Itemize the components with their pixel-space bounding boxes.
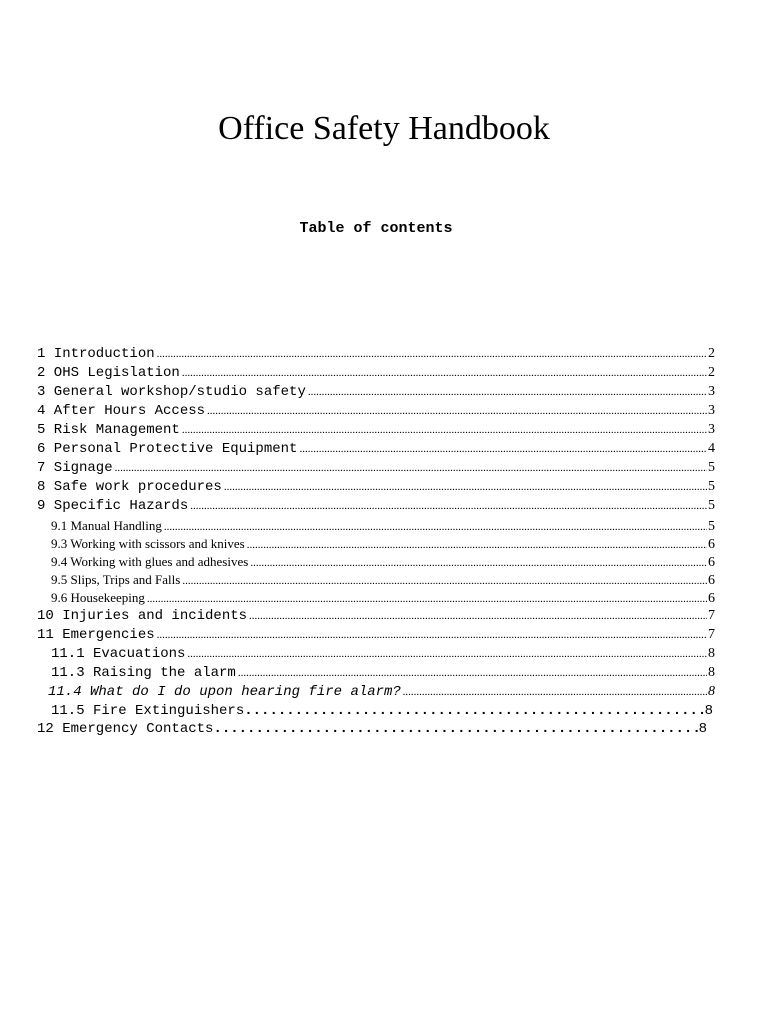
toc-entry[interactable]	[37, 402, 715, 420]
toc-entry-label: 2 OHS Legislation	[37, 365, 180, 381]
toc-entry-label: 3 General workshop/studio safety	[37, 384, 306, 400]
toc-entry-label: 11.4 What do I do upon hearing fire alarm?	[48, 684, 401, 700]
toc-entry[interactable]	[37, 607, 715, 625]
toc-subentry[interactable]	[51, 535, 715, 552]
toc-subentry[interactable]	[51, 571, 715, 588]
toc-entry[interactable]	[37, 421, 715, 439]
toc-leader-dots	[157, 626, 707, 644]
toc-entry[interactable]	[37, 497, 715, 515]
toc-leader-dots	[115, 459, 707, 477]
toc-entry-label: 9.1 Manual Handling	[51, 518, 162, 533]
toc-entry-label: 7 Signage	[37, 460, 113, 476]
toc-entry-page: 4	[708, 441, 715, 456]
toc-entry-page: 2	[708, 346, 715, 361]
toc-entry-label: 5 Risk Management	[37, 422, 180, 438]
toc-entry-page: 3	[708, 384, 715, 399]
toc-entry-page: 6	[708, 537, 715, 552]
toc-leader-dots	[182, 573, 707, 588]
toc-entry-label: 9.3 Working with scissors and knives	[51, 536, 245, 551]
toc-entry-page: 8	[708, 665, 715, 680]
toc-leader-dots	[224, 478, 707, 496]
toc-leader-dots	[187, 645, 707, 663]
toc-entry-label: 9 Specific Hazards	[37, 498, 189, 514]
toc-subentry[interactable]	[51, 664, 715, 682]
toc-entry-page: 8	[704, 703, 713, 719]
toc-leader-dots	[308, 383, 707, 401]
toc-entry-label: 9.5 Slips, Trips and Falls	[51, 572, 181, 587]
toc-leader-dots	[164, 519, 707, 534]
toc-leader-dots	[213, 720, 698, 738]
toc-entry[interactable]	[37, 440, 715, 458]
toc-entry-label: 12 Emergency Contacts	[37, 721, 214, 737]
toc-leader-dots	[249, 607, 707, 625]
toc-entry-page: 8	[708, 684, 715, 699]
toc-entry-page: 5	[708, 498, 715, 513]
toc-entry-label: 11 Emergencies	[37, 627, 155, 643]
toc-leader-dots	[182, 364, 707, 382]
document-title: Office Safety Handbook	[218, 110, 550, 147]
toc-entry-label: 1 Introduction	[37, 346, 155, 362]
toc-entry-page: 3	[708, 422, 715, 437]
toc-entry-label: 9.6 Housekeeping	[51, 590, 145, 605]
toc-entry[interactable]	[37, 345, 715, 363]
toc-leader-dots	[403, 683, 707, 701]
toc-leader-dots	[207, 402, 707, 420]
toc-entry-page: 6	[708, 555, 715, 570]
toc-entry-page: 7	[708, 608, 715, 623]
toc-entry-page: 5	[708, 460, 715, 475]
toc-entry[interactable]	[37, 364, 715, 382]
toc-entry-label: 6 Personal Protective Equipment	[37, 441, 298, 457]
toc-leader-dots	[238, 664, 707, 682]
toc-entry-label: 11.1 Evacuations	[51, 646, 186, 662]
toc-subentry[interactable]	[51, 645, 715, 663]
toc-leader-dots	[247, 537, 707, 552]
toc-entry-page: 7	[708, 627, 715, 642]
toc-entry[interactable]	[37, 626, 715, 644]
toc-leader-dots	[299, 440, 707, 458]
toc-entry-page: 6	[708, 591, 715, 606]
toc-entry[interactable]	[37, 478, 715, 496]
toc-subentry[interactable]	[51, 553, 715, 570]
toc-leader-dots	[244, 702, 704, 720]
toc-leader-dots	[250, 555, 707, 570]
toc-entry-page: 2	[708, 365, 715, 380]
toc-entry-page: 8	[708, 646, 715, 661]
toc-entry-page: 8	[698, 721, 707, 737]
toc-entry[interactable]	[37, 383, 715, 401]
toc-entry-label: 8 Safe work procedures	[37, 479, 222, 495]
toc-entry-label: 11.5 Fire Extinguishers	[51, 703, 245, 719]
toc-entry-label: 11.3 Raising the alarm	[51, 665, 236, 681]
toc-leader-dots	[157, 345, 707, 363]
toc-entry[interactable]	[37, 459, 715, 477]
toc-subentry[interactable]	[48, 683, 715, 701]
toc-subentry[interactable]	[51, 702, 713, 720]
toc-entry-label: 4 After Hours Access	[37, 403, 206, 419]
toc-entry-label: 9.4 Working with glues and adhesives	[51, 554, 249, 569]
toc-entry-page: 5	[708, 519, 715, 534]
toc-leader-dots	[147, 591, 707, 606]
toc-entry-page: 3	[708, 403, 715, 418]
toc-subentry[interactable]	[51, 517, 715, 534]
toc-entry-page: 5	[708, 479, 715, 494]
toc-entry-label: 10 Injuries and incidents	[37, 608, 248, 624]
toc-entry[interactable]	[37, 720, 707, 738]
toc-subentry[interactable]	[51, 589, 715, 606]
toc-entry-page: 6	[708, 573, 715, 588]
toc-leader-dots	[190, 497, 707, 515]
toc-heading: Table of contents	[299, 220, 453, 237]
toc-leader-dots	[182, 421, 707, 439]
